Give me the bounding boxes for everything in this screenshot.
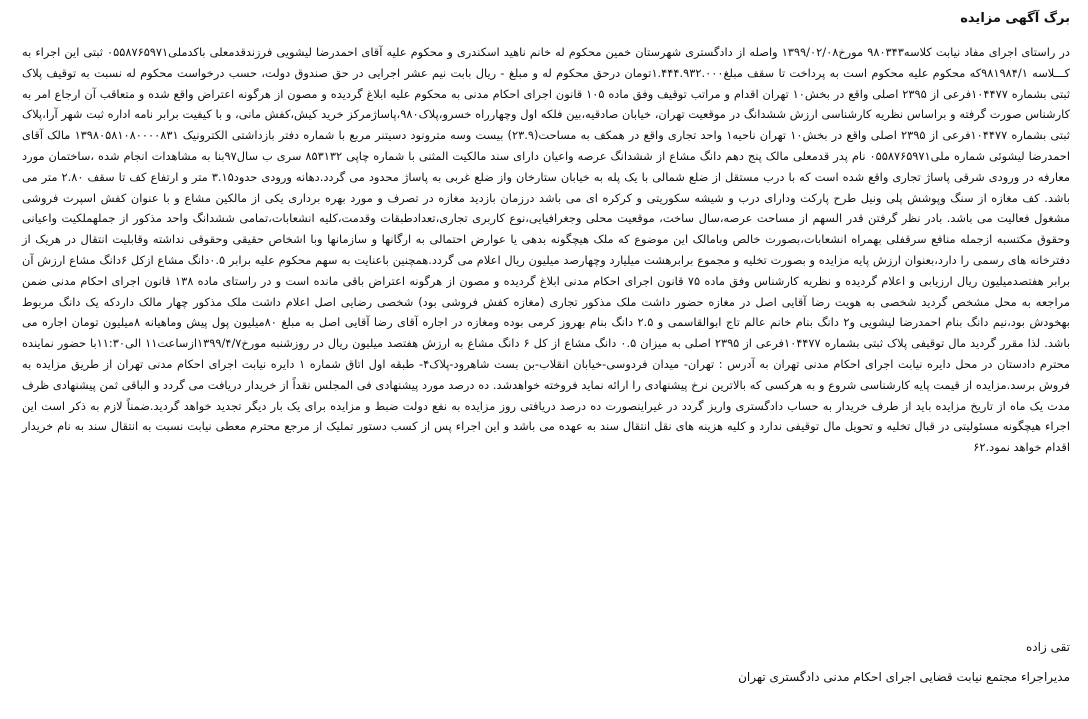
notice-body: در راستای اجرای مفاد نیابت کلاسه۹۸۰۳۴۳ مورخ۱۳۹۹/۰۲/۰۸ واصله از دادگستری شهرستان خمین محکوم له خانم ناهید اسکندری و محکوم علیه آقای احمدرضا لیشویی فرزندقدمعلی باکدملی۰۵۵۸۷۶۵۹۷۱ ثبتی این اجراء به کـــلاسه ۹۸۱۹۸۴/۱که محکوم علیه محکوم است به پرداخت تا سقف مبلغ۱.۴۴۴.۹۳۲.۰۰۰تومان درحق محکوم له و مبلغ - ریال بابت نیم عشر اجرایی در حق صندوق دولت، حسب درخواست محکوم له نسبت به توقیف پلاک ثبتی بشماره ۱۰۴۴۷۷فرعی از ۲۳۹۵ اصلی واقع در بخش۱۰ تهران اقدام و مراتب توقیف وفق ماده ۱۰۵ قانون اجرای احکام مدنی به محکوم علیه ابلاغ گردیده و مصون از هرگونه اعتراض واقع شده و متعاقب آن ارجاع امر به کارشناس صورت گرفته و براساس نظریه کارشناسی ارزش ششدانگ در موقعیت تهران، خیابان صادقیه،بین فلکه اول وچهارراه خسرو،پلاک۹۸۰،پاساژمرکز خرید کیش،کفش مانی، و با کیفیت برابر نامه اداره ثبت شهر آرا،پلاک ثبتی بشماره ۱۰۴۴۷۷فرعی از ۲۳۹۵ اصلی واقع در بخش۱۰ تهران ناحیه۱ واحد تجاری واقع در همکف به مساحت(۲۳.۹) بیست وسه مترونود دسیتنر مربع با شماره دفتر بازداشتی الکترونیک ۱۳۹۸۰۵۸۱۰۸۰۰۰۰۸۳۱ مالک آقای احمدرضا لیشوئی شماره ملی۰۵۵۸۷۶۵۹۷۱ نام پدر قدمعلی مالک پنج دهم دانگ مشاع از ششدانگ عرصه واعیان دارای سند مالکیت المثنی با شماره چاپی ۸۵۳۱۳۲ سری ب سال۹۷بنا به مشاهدات انجام شده ،ساختمان مورد معارفه در ورودی شرقی پاساژ تجاری واقع شده است که با درب مستقل از ضلع شمالی با یک پله به خیابان ستارخان واز ضلع غربی به پاساژ محدود می گردد.دهانه ورودی حدود۳.۱۵ متر و ارتفاع کف تا سقف ۲.۸۰ متر می باشد. کف مغازه از سنگ وپوشش پلی ونیل طرح پارکت ودارای درب و شیشه سکوریتی و کرکره ای می باشد درزمان بازدید مغازه در تصرف و مورد بهره برداری یکی از مالکین مشاع و با عنوان کفش اسپرت فروشی مشغول فعالیت می باشد. بادر نظر گرفتن قدر السهم از مساحت عرصه،سال ساخت، موقعیت محلی وجغرافیایی،نوع کاربری تجاری،تعدادطبقات وقدمت،کلیه انشعابات،تمامی ششدانگ واحد مذکور از جملهملکیت واعیانی وحقوق مکتسبه ازجمله منافع سرقفلی بهمراه انشعابات،بصورت خالص وبامالک این موضوع که ملک هیچگونه بدهی یا عوارض احتمالی به ارگانها و سازمانها وبا اشخاص حقیقی وحقوقی نداشته وقابلیت انتقال در هریک از دفترخانه های رسمی را دارد،بعنوان ارزش پایه مزایده و بصورت تخلیه و مجموع برابرهشت میلیارد وچهارصد میلیون ریال اعلام می گردد.همچنین باعنایت به سهم محکوم علیه برابر ۰.۵دانگ مشاع ازکل ۶دانگ مشاع ارزش آن برابر هفتصدمیلیون ریال ارزیابی و اعلام گردیده و نظریه کارشناس وفق ماده ۷۵ قانون اجرای احکام مدنی ابلاغ گردیده و مصون از هرگونه اعتراض باقی مانده است و در راستای ماده ۱۳۸ قانون اجرای احکام مدنی ضمن مراجعه به محل مشخص گردید شخصی به هویت رضا آقایی اصل در مغازه حضور داشت ملک مذکور تجاری (مغازه کفش فروشی بود) شخصی رضایی اصل اعلام داشت ملک مذکور چهار مالک داردکه یک دانگ مربوط بهخودش بود،نیم دانگ بنام احمدرضا لیشویی و۲ دانگ بنام خانم عالم تاج ابوالقاسمی و ۲.۵ دانگ بنام بهروز کرمی بوده ومغازه در اجاره آقای رضا آقایی اصل به مبلغ ۸۰میلیون پول پیش وماهیانه ۸میلیون تومان اجاره می باشد. لذا مقرر گردید مال توقیفی پلاک ثبتی بشماره ۱۰۴۴۷۷فرعی از ۲۳۹۵ اصلی به میزان ۰.۵ دانگ مشاع از کل ۶ دانگ مشاع به ارزش هفتصد میلیون ریال در روزشنبه مورخ۱۳۹۹/۴/۷ازساعت۱۱ الی۱۱:۳۰با حضور نماینده محترم دادستان در محل دایره نیابت اجرای احکام مدنی تهران به آدرس : تهران- میدان فردوسی-خیابان انقلاب-بن بست شاهرود-پلاک۴- طبقه اول اتاق شماره ۱ دایره نیابت اجرای احکام مدنی تهران از طریق مزایده به فروش برسد.مزایده از قیمت پایه کارشناسی شروع و به هرکسی که بالاترین نرخ پیشنهادی را ارائه نماید فروخته خواهدشد. ده درصد مورد پیشنهادی فی المجلس نقداً از خریدار دریافت می گردد و الباقی ثمن پیشنهادی ظرف مدت یک ماه از تاریخ مزایده باید از طرف خریدار به حساب دادگستری واریز گردد در غیراینصورت ده درصد دریافتی روز مزایده به نفع دولت ضبط و مزایده برای یک بار دیگر تجدید خواهد گردید.ضمناً لازم به ذکر است این اجراء هیچگونه مسئولیتی در قبال تخلیه و تحویل مال توقیفی ندارد و کلیه هزینه های نقل انتقال سند به عهده می باشد و این اجراء پس از کسب دستور تملیک از مرجع محترم معطی نیابت نسبت به انتقال سند به نام خریدار اقدام خواهد نمود.۶۲ (22, 45, 1071, 455)
notice-title: برگ آگهی مزایده (960, 11, 1070, 26)
signatory-name: تقی زاده (1026, 640, 1070, 654)
signatory-title: مدیراجراء مجتمع نیابت قضایی اجرای احکام مدنی دادگستری تهران (738, 670, 1070, 684)
